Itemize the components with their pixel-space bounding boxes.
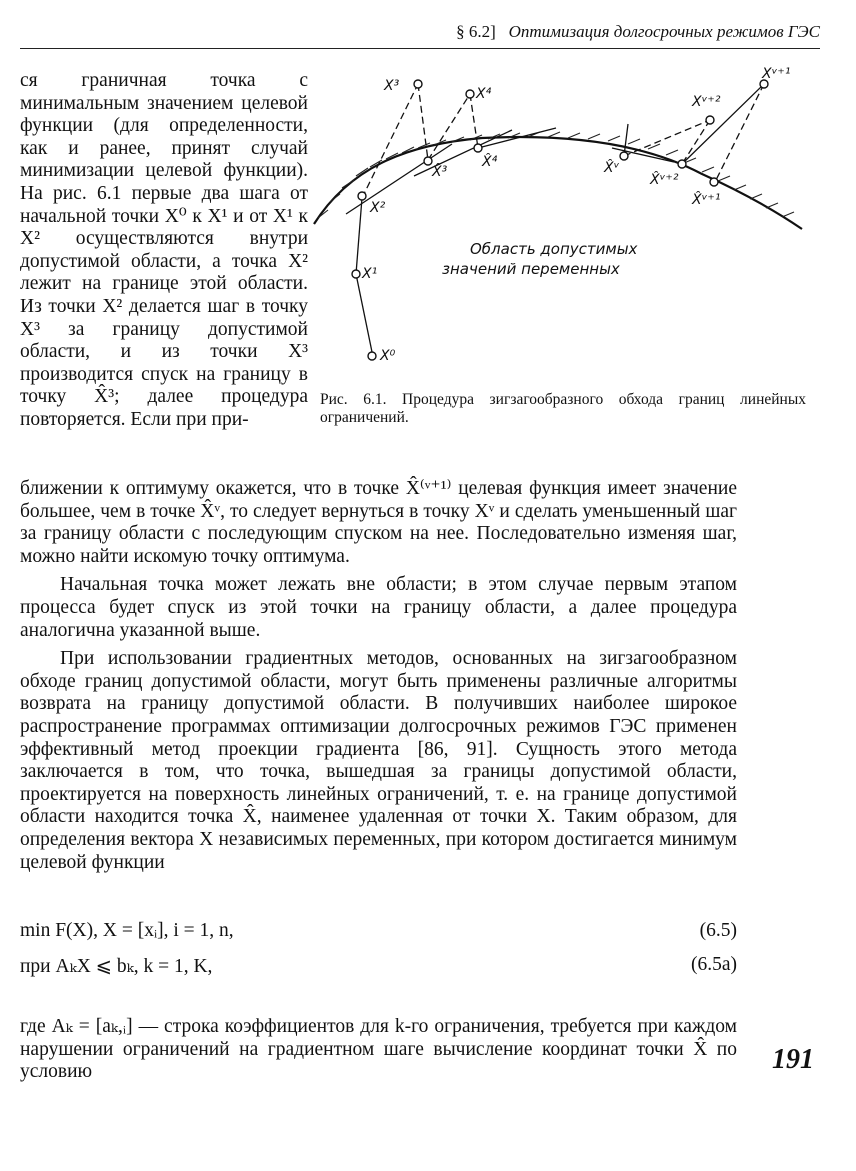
trajectory bbox=[346, 84, 764, 352]
label-x2: X² bbox=[370, 200, 386, 216]
boundary-curve bbox=[314, 137, 802, 229]
running-title: Оптимизация долгосрочных режимов ГЭС bbox=[508, 22, 820, 41]
formula-6-5 bbox=[20, 920, 737, 946]
label-xv2: Xᵛ⁺² bbox=[692, 94, 721, 110]
paragraph: ближении к оптимуму окажется, что в точке X̂⁽ᵛ⁺¹⁾ целевая функция имеет значение большее, чем в точке X̂ᵛ, то следует вернуться в точку Xᵛ и сделать уменьшенный шаг за границу области с последующим спуском на нее. Последовательно изменяя шаг, можно найти искомую точку оптимума. bbox=[20, 478, 737, 567]
main-text bbox=[20, 478, 737, 880]
region-label-line2: значений переменных bbox=[442, 260, 620, 278]
formula-number: (6.5а) bbox=[690, 954, 737, 975]
formula-6-5a bbox=[20, 954, 737, 980]
label-xh4: X̂⁴ bbox=[482, 154, 498, 170]
label-x3: X³ bbox=[384, 78, 400, 94]
label-xhv1: X̂ᵛ⁺¹ bbox=[692, 192, 721, 208]
figure-caption: Рис. 6.1. Процедура зигзагообразного обхода границ линейных ограничений. bbox=[320, 391, 806, 426]
label-x0: X⁰ bbox=[380, 348, 396, 364]
formula-expression: при AₖX ⩽ bₖ, k = 1, K, bbox=[20, 956, 213, 977]
figure-6-1 bbox=[312, 64, 812, 390]
label-xhv: X̂ᵛ bbox=[604, 160, 620, 176]
label-xhv2: X̂ᵛ⁺² bbox=[650, 172, 679, 188]
bottom-text: где Aₖ = [aₖ,ᵢ] — строка коэффициентов для k-го ограничения, требуется при каждом нарушении ограничений на градиентном шаге вычисление координат точки X̂ по условию bbox=[20, 1016, 737, 1083]
page-number: 191 bbox=[772, 1044, 814, 1075]
formula-expression: min F(X), X = [xᵢ], i = 1, n, bbox=[20, 920, 234, 941]
formula-number: (6.5) bbox=[699, 920, 737, 941]
paragraph: При использовании градиентных методов, основанных на зигзагообразном обходе границ допустимой области, могут быть применены различные алгоритмы возврата на границу допустимой области. В получивших наиболее широкое распространение программах оптимизации долгосрочных режимов ГЭС применен эффективный метод проекции градиента [86, 91]. Сущность этого метода заключается в том, что точка, вышедшая за границы допустимой области, проектируется на поверхность линейных ограничений, т. е. на границе допустимой области находится точка X̂, наименее удаленная от точки X. Таким образом, для определения вектора X независимых переменных, при котором достигается минимум целевой функции bbox=[20, 648, 737, 873]
region-label-line1: Область допустимых bbox=[470, 240, 638, 258]
label-xv1: Xᵛ⁺¹ bbox=[762, 66, 791, 82]
section-number: § 6.2] bbox=[456, 22, 496, 41]
column-paragraph: ся граничная точка с минимальным значением целевой функции (для определенности, как и ранее, принят случай минимизации целевой функции). На рис. 6.1 первые два шага от начальной точки X⁰ к X¹ и от X¹ к X² осуществляются внутри допустимой области, а точка X² лежит на границе этой области. Из точки X² делается шаг в точку X³ за границу допустимой области, и из точки X³ производится спуск на границу в точку X̂³; далее процедура повторяется. Если при при- bbox=[20, 70, 308, 430]
label-xh3: X̂³ bbox=[432, 164, 448, 180]
label-x4: X⁴ bbox=[476, 86, 492, 102]
boundary-hatching bbox=[318, 132, 794, 218]
paragraph: Начальная точка может лежать вне области; в этом случае первым этапом процесса будет спуск из этой точки на границу области, а далее процедура аналогична указанной выше. bbox=[20, 574, 737, 641]
label-x1: X¹ bbox=[362, 266, 378, 282]
running-header bbox=[20, 22, 820, 49]
left-column-text bbox=[20, 70, 308, 432]
